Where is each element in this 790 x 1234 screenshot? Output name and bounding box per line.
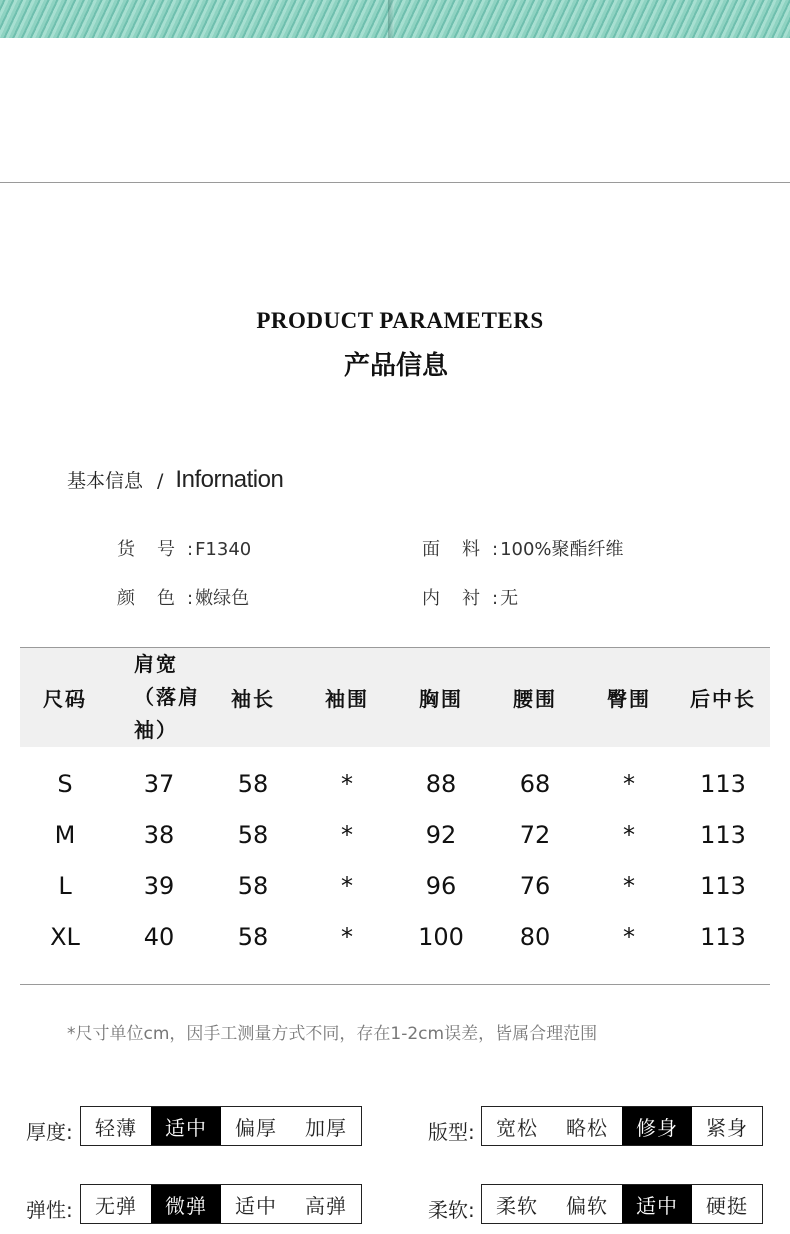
info-colon: :	[187, 588, 194, 609]
info-key: 内	[422, 588, 440, 609]
scale-option-fit: 紧身	[692, 1107, 762, 1145]
info-lining	[422, 584, 518, 610]
cell-size: M	[54, 821, 76, 849]
header-back-length: 后中长	[690, 687, 756, 711]
header-sleeve-circ: 袖围	[325, 687, 369, 711]
scale-label-elasticity: 弹性:	[26, 1198, 73, 1222]
info-value: 嫩绿色	[195, 588, 250, 609]
cell-sleeve-length: 58	[237, 923, 269, 951]
cell-sleeve-circ: *	[341, 770, 353, 798]
scale-option-thickness: 偏厚	[221, 1107, 291, 1145]
scale-option-fit: 略松	[552, 1107, 622, 1145]
cell-back-length: 113	[700, 923, 746, 951]
section-basic-info	[67, 466, 283, 494]
info-colon: :	[187, 539, 194, 560]
scale-option-softness: 适中	[622, 1185, 692, 1223]
scale-option-softness: 偏软	[552, 1185, 622, 1223]
cell-waist: 72	[519, 821, 551, 849]
header-waist: 腰围	[513, 687, 557, 711]
cell-shoulder: 38	[143, 821, 175, 849]
cell-chest: 100	[418, 923, 464, 951]
header-hip: 臀围	[607, 687, 651, 711]
cell-size: L	[58, 872, 72, 900]
measurement-note: *尺寸单位cm，因手工测量方式不同，存在1-2cm误差，皆属合理范围	[67, 1024, 598, 1044]
section-label-slash: /	[157, 470, 164, 492]
cell-waist: 80	[519, 923, 551, 951]
cell-shoulder: 37	[143, 770, 175, 798]
info-value: F1340	[195, 539, 252, 560]
cell-sleeve-length: 58	[237, 872, 269, 900]
title-chinese: 产品信息	[343, 351, 448, 381]
cell-size: S	[57, 770, 73, 798]
info-colon: :	[492, 588, 499, 609]
cell-back-length: 113	[700, 770, 746, 798]
scale-option-thickness: 适中	[151, 1107, 221, 1145]
info-value: 100%聚酯纤维	[500, 539, 624, 560]
top-divider	[0, 182, 790, 183]
info-key: 料	[462, 539, 480, 560]
cell-back-length: 113	[700, 872, 746, 900]
info-colon: :	[492, 539, 499, 560]
cell-sleeve-length: 58	[237, 821, 269, 849]
scale-option-softness: 柔软	[482, 1185, 552, 1223]
cell-sleeve-circ: *	[341, 872, 353, 900]
cell-hip: *	[623, 821, 635, 849]
info-key: 货	[117, 539, 135, 560]
info-fabric	[422, 535, 624, 561]
scale-option-fit: 修身	[622, 1107, 692, 1145]
scale-label-fit: 版型:	[428, 1120, 475, 1144]
scale-softness	[481, 1184, 763, 1224]
info-key: 号	[157, 539, 175, 560]
info-key: 衬	[462, 588, 480, 609]
cell-sleeve-circ: *	[341, 821, 353, 849]
scale-thickness	[80, 1106, 362, 1146]
cell-shoulder: 40	[143, 923, 175, 951]
info-value: 无	[500, 588, 519, 609]
scale-option-thickness: 轻薄	[81, 1107, 151, 1145]
scale-option-elasticity: 无弹	[81, 1185, 151, 1223]
cell-waist: 76	[519, 872, 551, 900]
header-chest: 胸围	[419, 687, 463, 711]
scale-option-elasticity: 高弹	[291, 1185, 361, 1223]
scale-label-softness: 柔软:	[428, 1198, 475, 1222]
section-label-cn: 基本信息	[67, 470, 144, 492]
cell-waist: 68	[519, 770, 551, 798]
info-key: 颜	[117, 588, 135, 609]
cell-chest: 96	[425, 872, 457, 900]
fabric-seam	[388, 0, 394, 38]
scale-label-thickness: 厚度:	[26, 1120, 73, 1144]
header-sleeve-length: 袖长	[231, 687, 275, 711]
cell-shoulder: 39	[143, 872, 175, 900]
section-label-en: Infornation	[175, 466, 284, 493]
cell-back-length: 113	[700, 821, 746, 849]
scale-option-elasticity: 微弹	[151, 1185, 221, 1223]
info-key: 面	[422, 539, 440, 560]
info-color	[117, 584, 249, 610]
scale-option-thickness: 加厚	[291, 1107, 361, 1145]
cell-chest: 88	[425, 770, 457, 798]
scale-option-elasticity: 适中	[221, 1185, 291, 1223]
scale-option-softness: 硬挺	[692, 1185, 762, 1223]
size-table-header	[20, 647, 770, 747]
header-size: 尺码	[43, 687, 87, 711]
scale-elasticity	[80, 1184, 362, 1224]
cell-sleeve-circ: *	[341, 923, 353, 951]
scale-option-fit: 宽松	[482, 1107, 552, 1145]
table-bottom-divider	[20, 984, 770, 985]
title-english: PRODUCT PARAMETERS	[256, 308, 544, 333]
cell-sleeve-length: 58	[237, 770, 269, 798]
cell-chest: 92	[425, 821, 457, 849]
header-shoulder: 肩宽（落肩袖）	[134, 652, 200, 742]
product-photo-strip	[0, 0, 790, 38]
scale-fit	[481, 1106, 763, 1146]
info-item-number	[117, 535, 251, 561]
info-key: 色	[157, 588, 175, 609]
cell-hip: *	[623, 923, 635, 951]
cell-hip: *	[623, 770, 635, 798]
cell-hip: *	[623, 872, 635, 900]
cell-size: XL	[50, 923, 80, 951]
